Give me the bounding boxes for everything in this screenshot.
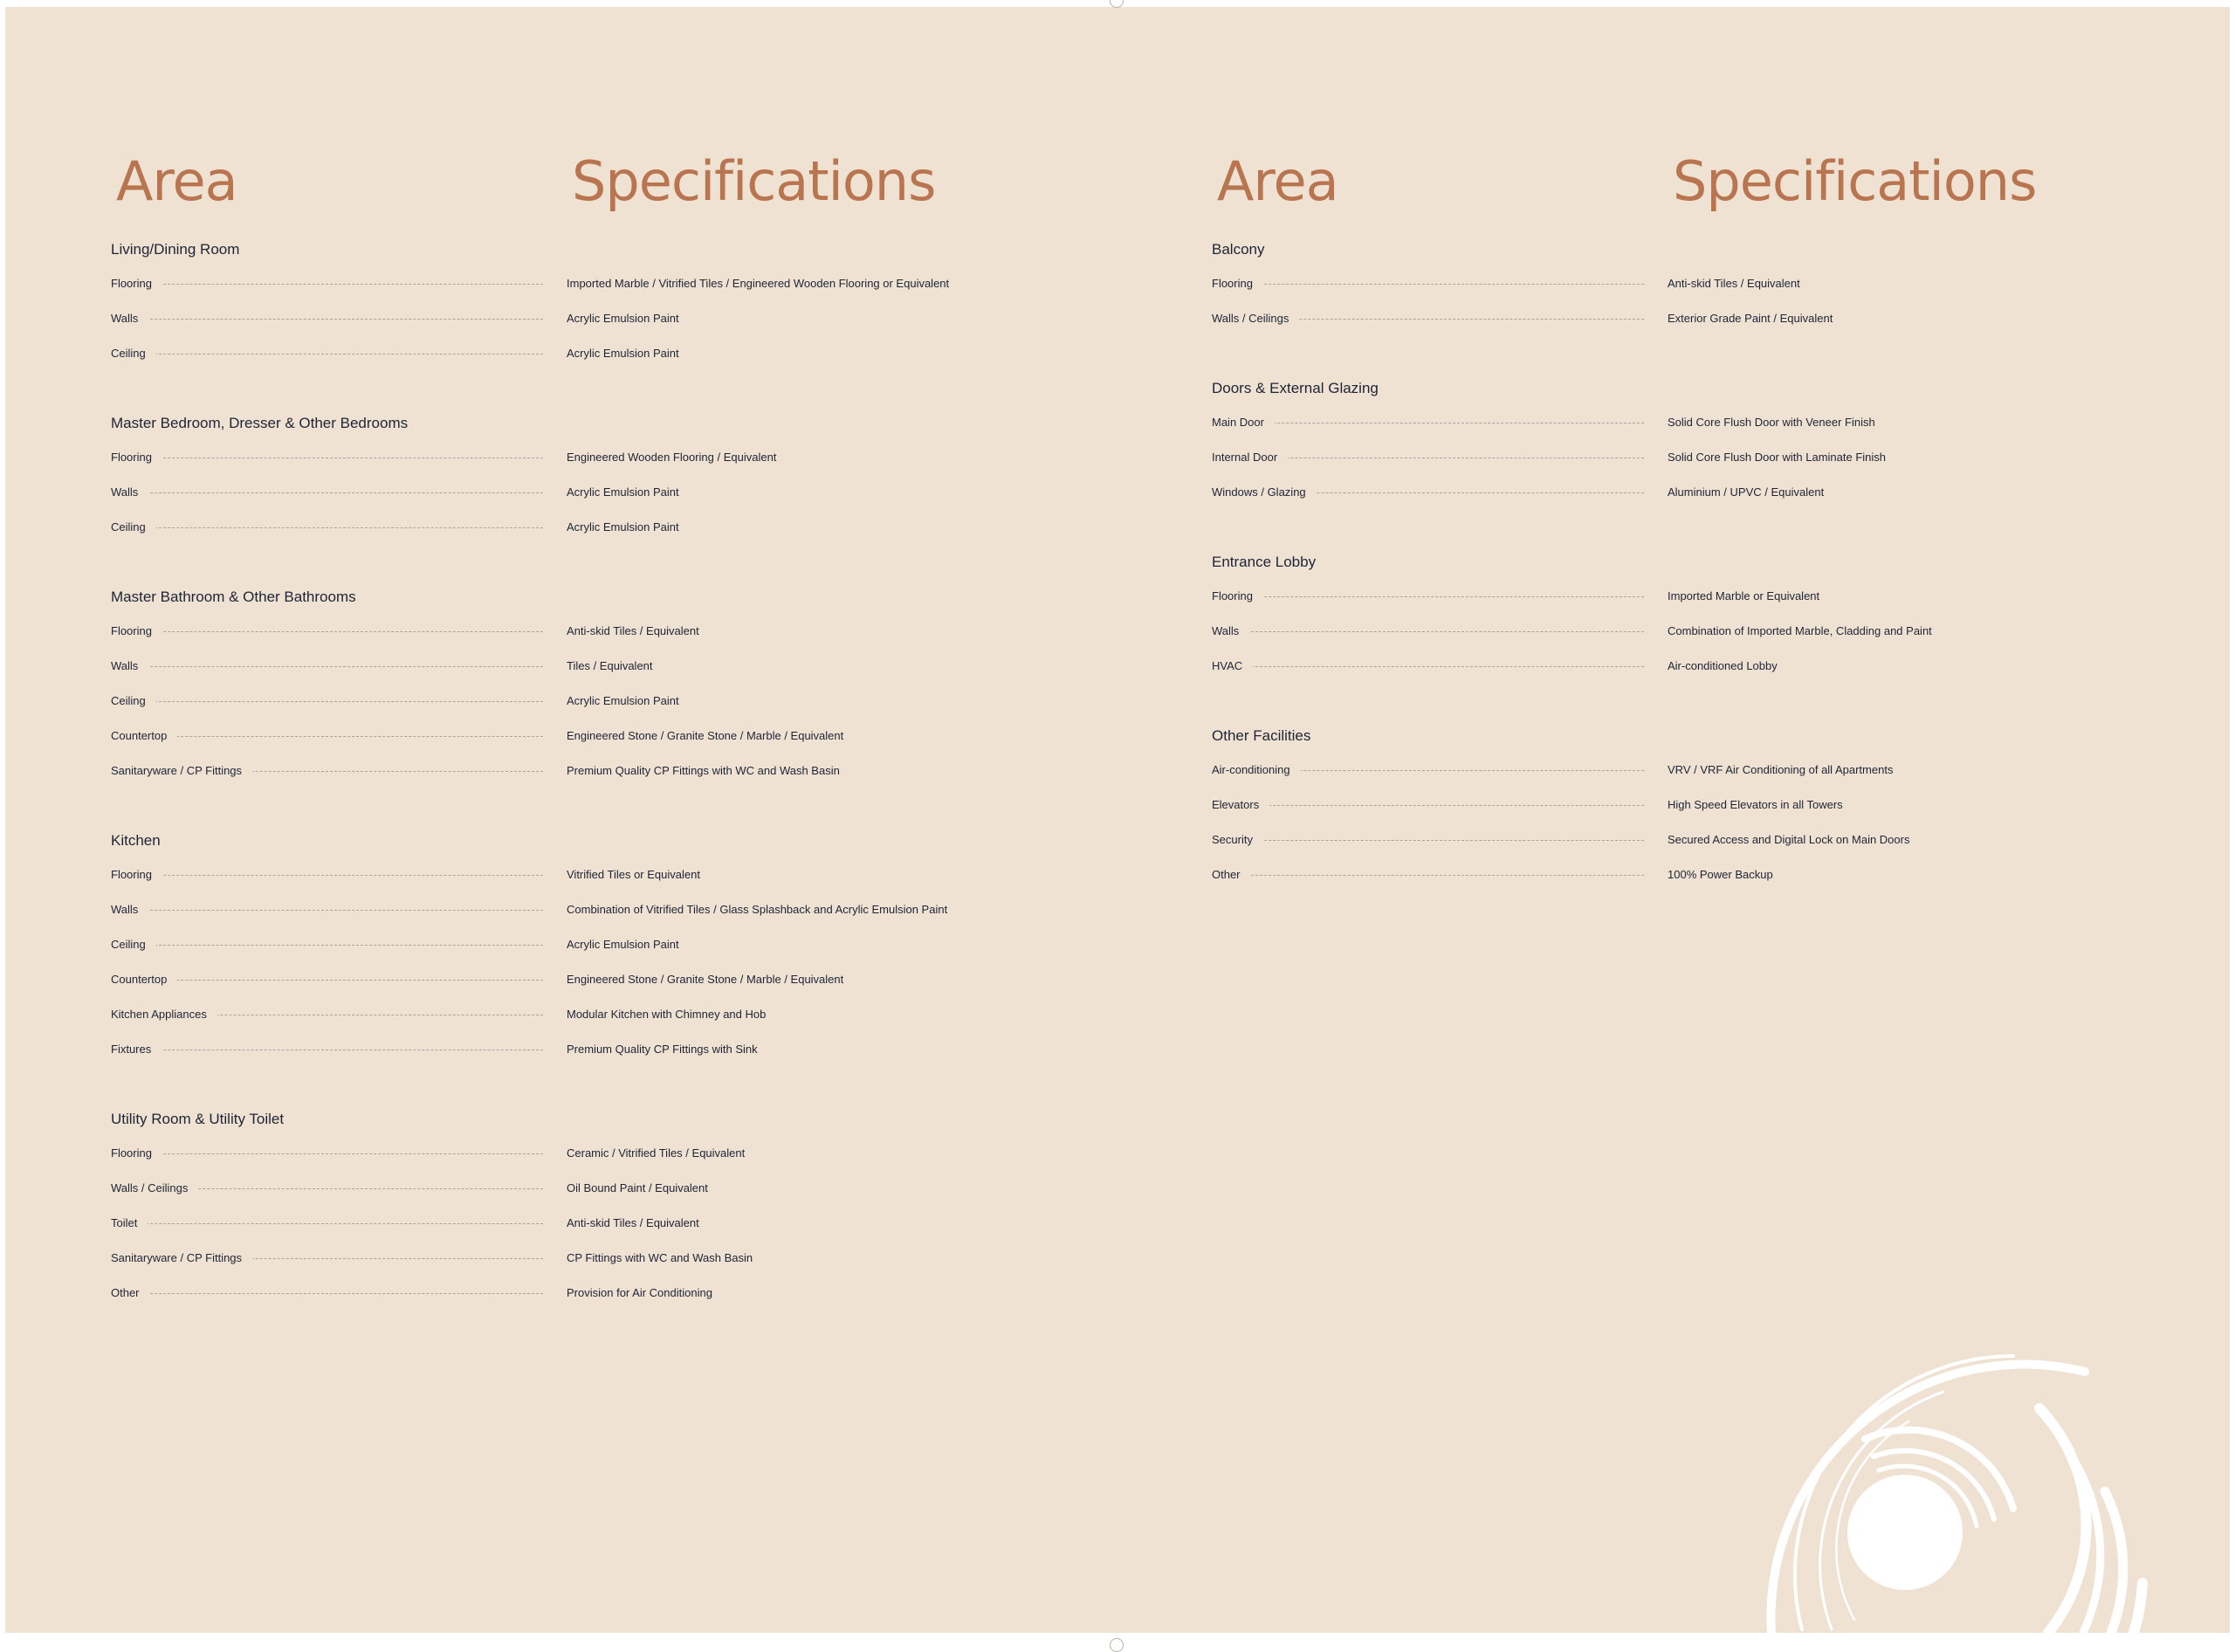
leader-dots	[128, 666, 543, 667]
area-heading: Area	[1217, 149, 1338, 213]
row-value: Engineered Wooden Flooring / Equivalent	[567, 451, 777, 464]
specifications-heading: Specifications	[572, 149, 936, 213]
row-label: Walls	[111, 310, 148, 327]
row-value: Acrylic Emulsion Paint	[567, 938, 679, 951]
specifications-heading: Specifications	[1673, 149, 2037, 213]
leader-dots	[128, 527, 543, 528]
leader-dots	[128, 1293, 543, 1294]
leader-dots	[128, 980, 543, 981]
section-title: Doors & External Glazing	[1212, 380, 1379, 396]
section-title: Utility Room & Utility Toilet	[111, 1111, 285, 1127]
row-label: Flooring	[1212, 275, 1263, 293]
row-label: Flooring	[111, 623, 162, 640]
row-value: Anti-skid Tiles / Equivalent	[1668, 277, 1800, 290]
leader-dots	[1229, 805, 1644, 806]
row-value: Acrylic Emulsion Paint	[567, 347, 679, 360]
row-label: Walls	[111, 657, 148, 675]
leader-dots	[1229, 631, 1644, 632]
leader-dots	[128, 701, 543, 702]
section-title: Living/Dining Room	[111, 241, 240, 258]
row-value: CP Fittings with WC and Wash Basin	[567, 1251, 753, 1264]
row-value: Acrylic Emulsion Paint	[567, 485, 679, 499]
row-value: Vitrified Tiles or Equivalent	[567, 868, 700, 881]
leader-dots	[1229, 875, 1644, 876]
row-value: Aluminium / UPVC / Equivalent	[1668, 485, 1825, 499]
leader-dots	[1229, 284, 1644, 285]
leader-dots	[128, 631, 543, 632]
row-value: Premium Quality CP Fittings with Sink	[567, 1043, 758, 1056]
row-value: Secured Access and Digital Lock on Main Doors	[1668, 833, 1910, 846]
leader-dots	[128, 319, 543, 320]
row-label: Walls	[1212, 623, 1249, 640]
row-label: Elevators	[1212, 796, 1269, 814]
leader-dots	[128, 1223, 543, 1224]
row-label: Other	[1212, 866, 1251, 884]
row-value: Imported Marble or Equivalent	[1668, 589, 1820, 602]
row-value: Provision for Air Conditioning	[567, 1286, 712, 1299]
row-label: Flooring	[111, 1145, 162, 1162]
row-label: Walls / Ceilings	[111, 1180, 198, 1197]
row-label: Windows / Glazing	[1212, 484, 1317, 501]
row-value: Modular Kitchen with Chimney and Hob	[567, 1008, 767, 1021]
row-label: Fixtures	[111, 1041, 162, 1058]
leader-dots	[1229, 840, 1644, 841]
row-label: Kitchen Appliances	[111, 1006, 217, 1023]
row-label: HVAC	[1212, 657, 1253, 675]
row-label: Ceiling	[111, 692, 156, 710]
crop-mark	[1110, 1638, 1124, 1652]
leader-dots	[128, 945, 543, 946]
row-value: Anti-skid Tiles / Equivalent	[567, 624, 699, 637]
row-label: Countertop	[111, 971, 177, 988]
leader-dots	[128, 284, 543, 285]
section-title: Kitchen	[111, 832, 161, 849]
leader-dots	[128, 492, 543, 493]
row-label: Walls	[111, 901, 148, 919]
row-value: High Speed Elevators in all Towers	[1668, 798, 1843, 811]
row-value: Combination of Imported Marble, Cladding and Paint	[1668, 624, 1932, 637]
section-title: Master Bedroom, Dresser & Other Bedrooms	[111, 415, 409, 431]
row-value: Premium Quality CP Fittings with WC and Wash Basin	[567, 764, 840, 777]
row-value: Solid Core Flush Door with Veneer Finish	[1668, 416, 1875, 429]
row-value: Acrylic Emulsion Paint	[567, 520, 679, 533]
row-label: Main Door	[1212, 414, 1275, 431]
row-value: Acrylic Emulsion Paint	[567, 694, 679, 707]
spec-sheet	[5, 7, 2230, 1633]
row-label: Sanitaryware / CP Fittings	[111, 1249, 252, 1267]
row-label: Flooring	[111, 866, 162, 884]
row-value: Imported Marble / Vitrified Tiles / Engineered Wooden Flooring or Equivalent	[567, 277, 950, 290]
row-label: Ceiling	[111, 519, 156, 536]
row-label: Flooring	[1212, 588, 1263, 605]
section-title: Entrance Lobby	[1212, 554, 1317, 570]
row-value: Solid Core Flush Door with Laminate Finish	[1668, 451, 1886, 464]
row-label: Walls	[111, 484, 148, 501]
leader-dots	[1229, 596, 1644, 597]
row-value: Air-conditioned Lobby	[1668, 659, 1778, 672]
leader-dots	[128, 910, 543, 911]
leader-dots	[128, 1153, 543, 1154]
row-label: Countertop	[111, 727, 177, 745]
row-value: Acrylic Emulsion Paint	[567, 312, 679, 325]
leader-dots	[128, 875, 543, 876]
row-label: Walls / Ceilings	[1212, 310, 1299, 327]
row-label: Other	[111, 1284, 150, 1302]
row-value: Exterior Grade Paint / Equivalent	[1668, 312, 1833, 325]
leader-dots	[128, 736, 543, 737]
row-value: Engineered Stone / Granite Stone / Marble / Equivalent	[567, 973, 844, 986]
concentric-rings-logo-mark	[5, 7, 2230, 1633]
row-label: Security	[1212, 831, 1263, 849]
section-title: Other Facilities	[1212, 727, 1311, 744]
row-value: Tiles / Equivalent	[567, 659, 653, 672]
section-title: Balcony	[1212, 241, 1265, 258]
leader-dots	[1229, 666, 1644, 667]
row-label: Ceiling	[111, 345, 156, 362]
row-label: Sanitaryware / CP Fittings	[111, 762, 252, 780]
row-value: VRV / VRF Air Conditioning of all Apartments	[1668, 763, 1894, 776]
row-value: Ceramic / Vitrified Tiles / Equivalent	[567, 1146, 746, 1160]
row-value: 100% Power Backup	[1668, 868, 1773, 881]
row-value: Anti-skid Tiles / Equivalent	[567, 1216, 699, 1229]
row-value: Oil Bound Paint / Equivalent	[567, 1181, 708, 1194]
section-title: Master Bathroom & Other Bathrooms	[111, 589, 356, 605]
row-label: Flooring	[111, 275, 162, 293]
row-label: Air-conditioning	[1212, 761, 1301, 779]
row-label: Flooring	[111, 449, 162, 466]
row-label: Toilet	[111, 1215, 148, 1232]
row-label: Internal Door	[1212, 449, 1288, 466]
row-value: Combination of Vitrified Tiles / Glass Splashback and Acrylic Emulsion Paint	[567, 903, 948, 916]
area-heading: Area	[116, 149, 237, 213]
row-value: Engineered Stone / Granite Stone / Marble / Equivalent	[567, 729, 844, 742]
row-label: Ceiling	[111, 936, 156, 953]
